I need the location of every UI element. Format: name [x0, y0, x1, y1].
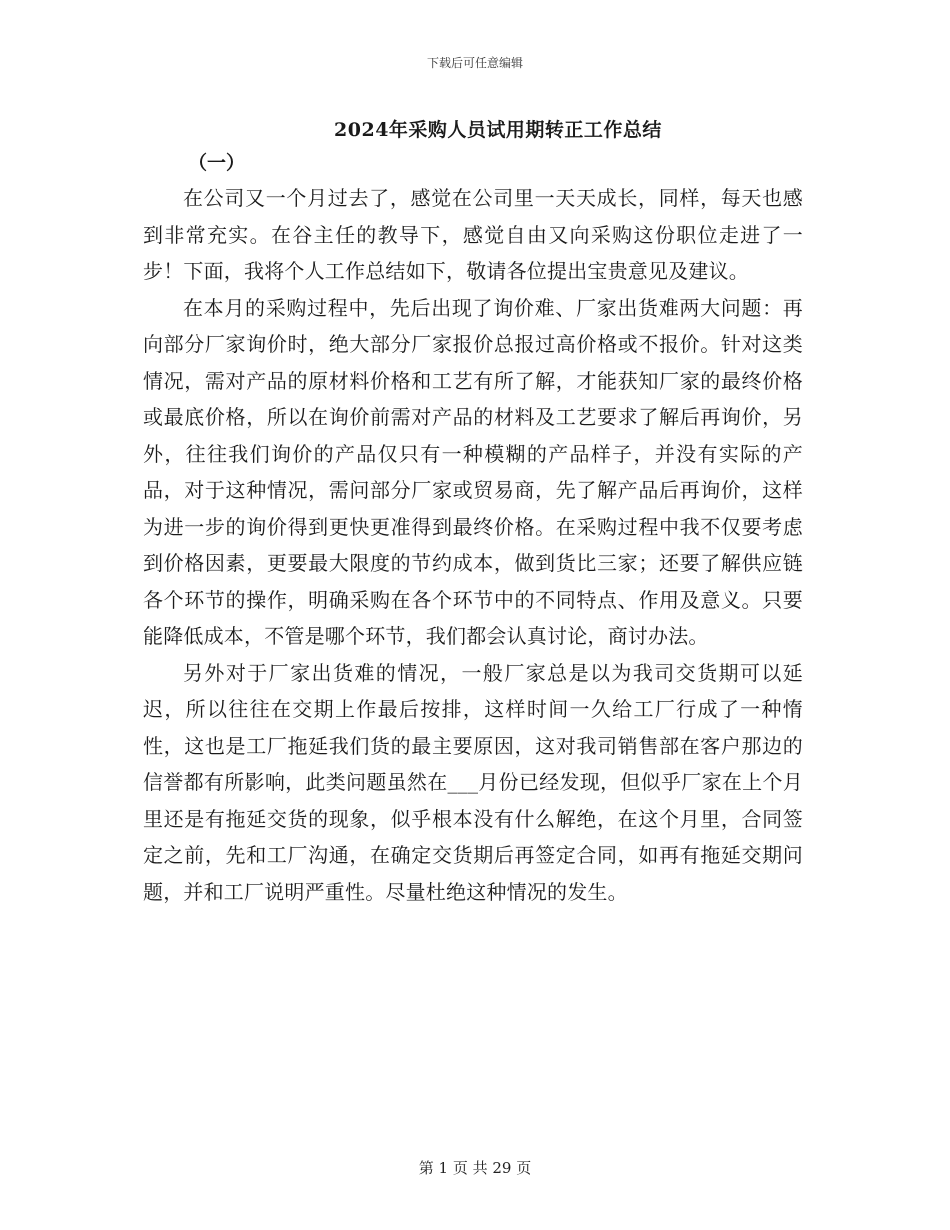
document-title: 2024年采购人员试用期转正工作总结: [334, 119, 662, 141]
paragraph-1: 在公司又一个月过去了，感觉在公司里一天天成长，同样，每天也感到非常充实。在谷主任的教导下，感觉自由又向采购这份职位走进了一步！下面，我将个人工作总结如下，敬请各位提出宝贵意见及建议。: [143, 186, 803, 283]
paragraph-3: 另外对于厂家出货难的情况，一般厂家总是以为我司交货期可以延迟，所以往往在交期上作最后按排，这样时间一久给工厂行成了一种惰性，这也是工厂拖延我们货的最主要原因，这对我司销售部在客户那边的信誉都有所影响，此类问题虽然在___月份已经发现，但似乎厂家在上个月里还是有拖延交货的现象，似乎根本没有什么解绝，在这个月里，合同签定之前，先和工厂沟通，在确定交货期后再签定合同，如再有拖延交期问题，并和工厂说明严重性。尽量杜绝这种情况的发生。: [143, 660, 803, 904]
page-footer: 第 1 页 共 29 页: [418, 1159, 532, 1177]
header-note: 下载后可任意编辑: [426, 56, 523, 70]
document-body: [143, 180, 803, 910]
paragraph-2: 在本月的采购过程中，先后出现了询价难、厂家出货难两大问题：再向部分厂家询价时，绝大部分厂家报价总报过高价格或不报价。针对这类情况，需对产品的原材料价格和工艺有所了解，才能获知厂家的最终价格或最底价格，所以在询价前需对产品的材料及工艺要求了解后再询价，另外，往往我们询价的产品仅只有一种模糊的产品样子，并没有实际的产品，对于这种情况，需问部分厂家或贸易商，先了解产品后再询价，这样为进一步的询价得到更快更准得到最终价格。在采购过程中我不仅要考虑到价格因素，更要最大限度的节约成本，做到货比三家；还要了解供应链各个环节的操作，明确采购在各个环节中的不同特点、作用及意义。只要能降低成本，不管是哪个环节，我们都会认真讨论，商讨办法。: [143, 295, 803, 648]
section-label: （一）: [188, 152, 246, 174]
